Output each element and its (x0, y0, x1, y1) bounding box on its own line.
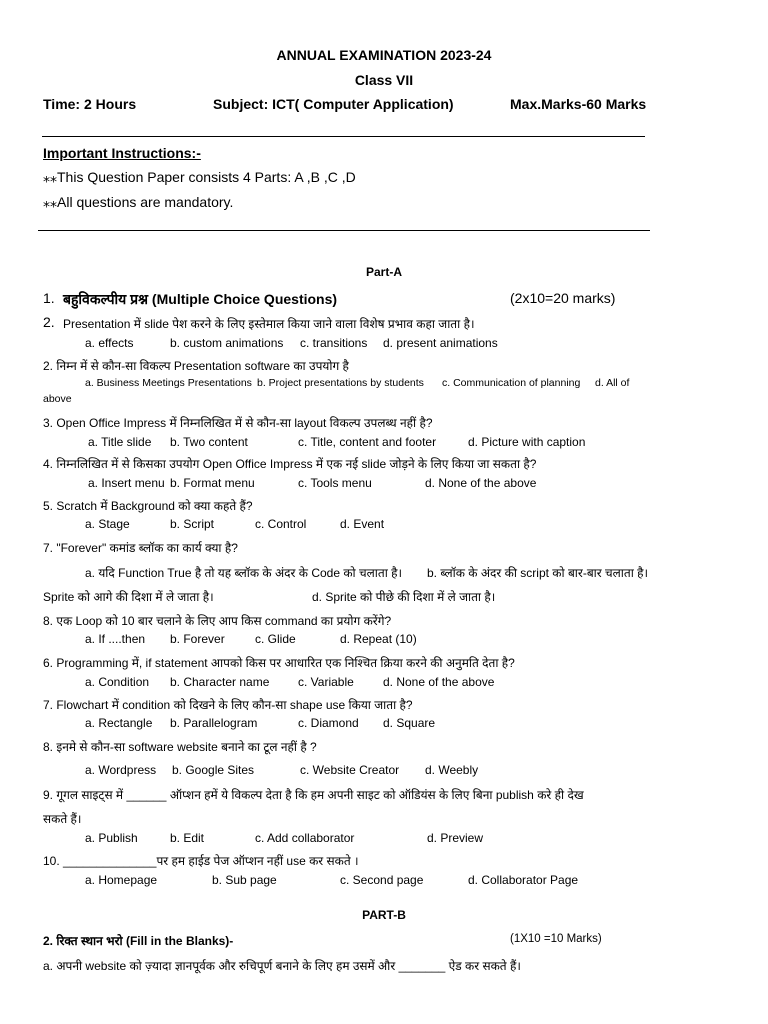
option-continuation: above (43, 393, 72, 405)
instruction-line: ⁎⁎All questions are mandatory. (43, 194, 234, 210)
section-title: बहुविकल्पीय प्रश्न (Multiple Choice Questions) (63, 291, 338, 307)
option: b. Script (170, 517, 215, 531)
option: a. Rectangle (85, 716, 153, 730)
option: c. Control (255, 517, 307, 531)
question-text: Presentation में slide पेश करने के लिए इस्तेमाल किया जाने वाला विशेष प्रभाव कहा जाता है। (63, 317, 475, 331)
option: c. Website Creator (300, 763, 400, 777)
class-label: Class VII (354, 72, 414, 88)
option: a. Wordpress (85, 763, 157, 777)
option: a. Publish (85, 831, 138, 845)
max-marks-label: Max.Marks-60 Marks (510, 96, 647, 112)
option: d. present animations (383, 336, 498, 350)
option: b. Edit (170, 831, 205, 845)
question-text: 4. निम्नलिखित में से किसका उपयोग Open Office Impress में एक नई slide जोड़ने के लिए किया जा सकता है? (43, 457, 537, 471)
option: d. Repeat (10) (340, 632, 417, 646)
option: b. Format menu (170, 476, 255, 490)
option: d. Sprite को पीछे की दिशा में ले जाता है। (312, 590, 496, 604)
option: b. Character name (170, 675, 270, 689)
section-number: 1. (43, 290, 55, 306)
option: a. Condition (85, 675, 150, 689)
option: c. Second page (340, 873, 424, 887)
option: d. All of (595, 377, 630, 389)
option: d. Square (383, 716, 436, 730)
option: c. Glide (255, 632, 296, 646)
option: b. custom animations (170, 336, 284, 350)
option: c. Diamond (298, 716, 359, 730)
question-text: 5. Scratch में Background को क्या कहते हैं? (43, 499, 253, 513)
option: d. Collaborator Page (468, 873, 579, 887)
section-title: 2. रिक्त स्थान भरो (Fill in the Blanks)- (43, 934, 234, 948)
option: b. Parallelogram (170, 716, 258, 730)
option: a. Insert menu (88, 476, 165, 490)
question-text: a. अपनी website को ज़्यादा ज्ञानपूर्वक और रुचिपूर्ण बनाने के लिए हम उसमें और _______ ऐड कर सकते हैं। (43, 959, 521, 973)
option: c. Add collaborator (255, 831, 355, 845)
instruction-line: ⁎⁎This Question Paper consists 4 Parts: A ,B ,C ,D (43, 169, 356, 185)
part-a-heading: Part-A (365, 265, 402, 279)
option: d. Weebly (425, 763, 479, 777)
option: d. Picture with caption (468, 435, 586, 449)
option: b. Forever (170, 632, 225, 646)
question-text: 8. इनमे से कौन-सा software website बनाने का टूल नहीं है ? (43, 740, 317, 754)
question-text: 3. Open Office Impress में निम्नलिखित में से कौन-सा layout विकल्प उपलब्ध नहीं है? (43, 416, 433, 430)
option: d. None of the above (383, 675, 495, 689)
exam-title: ANNUAL EXAMINATION 2023-24 (276, 47, 492, 63)
option: b. Sub page (212, 873, 277, 887)
option: a. Stage (85, 517, 130, 531)
option: d. None of the above (425, 476, 537, 490)
question-continuation: सकते हैं। (43, 812, 82, 826)
time-label: Time: 2 Hours (43, 96, 137, 112)
header-rule (42, 136, 645, 137)
option: c. Communication of planning (442, 377, 581, 389)
question-text: 8. एक Loop को 10 बार चलाने के लिए आप किस command का प्रयोग करेंगे? (43, 614, 392, 628)
option: a. effects (85, 336, 134, 350)
option: c. transitions (300, 336, 368, 350)
option: c. Variable (298, 675, 354, 689)
instructions-heading: Important Instructions:- (43, 145, 201, 161)
section-marks: (2x10=20 marks) (510, 290, 616, 306)
question-text: 10. ______________पर हम हाईड पेज ऑप्शन नहीं use कर सकते । (43, 854, 359, 868)
question-text: 7. Flowchart में condition को दिखने के लिए कौन-सा shape use किया जाता है? (43, 698, 413, 712)
option: b. ब्लॉक के अंदर की script को बार-बार चलाता है। (427, 566, 649, 580)
option: Sprite को आगे की दिशा में ले जाता है। (43, 590, 214, 604)
question-text: 2. निम्न में से कौन-सा विकल्प Presentation software का उपयोग है (43, 359, 349, 373)
option: c. Title, content and footer (298, 435, 437, 449)
option: a. Homepage (85, 873, 158, 887)
question-text: 6. Programming में, if statement आपको किस पर आधारित एक निश्चित क्रिया करने की अनुमति देता है? (43, 656, 515, 670)
option: c. Tools menu (298, 476, 372, 490)
option: b. Google Sites (172, 763, 255, 777)
option: a. यदि Function True है तो यह ब्लॉक के अंदर के Code को चलाता है। (85, 566, 403, 580)
part-b-heading: PART-B (362, 908, 406, 922)
question-text: 9. गूगल साइट्स में ______ ऑप्शन हमें ये विकल्प देता है कि हम अपनी साइट को ऑडियंस के लिए बिना publish करे ही देख (43, 788, 584, 802)
subject-label: Subject: ICT( Computer Application) (213, 96, 454, 112)
option: d. Event (340, 517, 385, 531)
question-text: 7. "Forever" कमांड ब्लॉक का कार्य क्या है? (43, 541, 238, 555)
question-number: 2. (43, 314, 55, 330)
option: a. If ....then (85, 632, 146, 646)
option: d. Preview (427, 831, 484, 845)
instructions-rule (38, 230, 650, 231)
section-marks: (1X10 =10 Marks) (510, 933, 602, 945)
option: a. Title slide (88, 435, 152, 449)
option: b. Two content (170, 435, 248, 449)
option: a. Business Meetings Presentations (85, 377, 252, 389)
option: b. Project presentations by students (257, 377, 424, 389)
